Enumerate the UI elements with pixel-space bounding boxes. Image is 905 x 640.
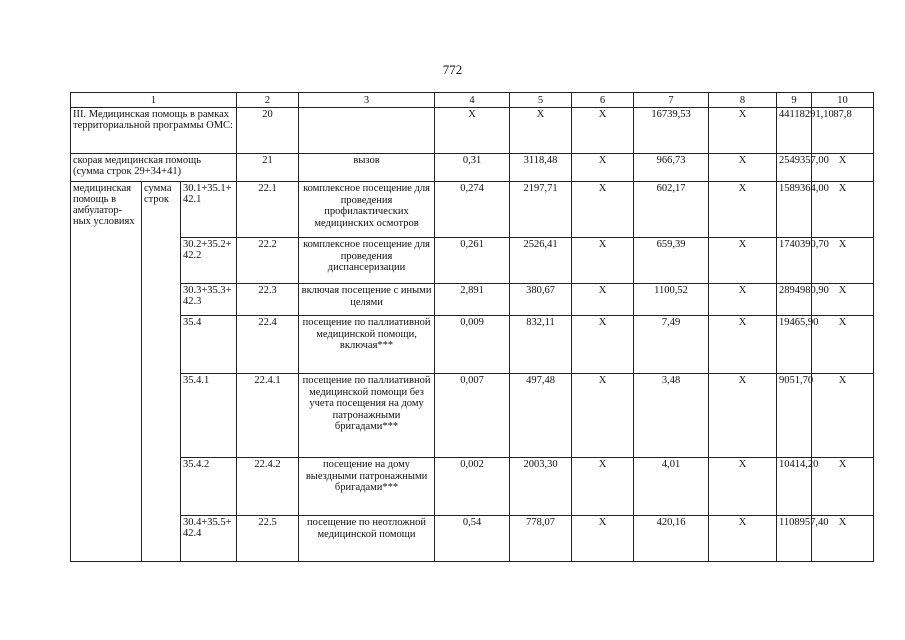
cell-col7: 1100,52: [634, 284, 709, 316]
cell-col8: X: [709, 182, 777, 238]
cell-col7: 602,17: [634, 182, 709, 238]
row-unit: посещение по паллиативной медицинской помощи без учета посещения на дому патронажными бригадами***: [299, 374, 435, 458]
cell-col4: 0,002: [435, 458, 510, 516]
row-ref: 35.4: [181, 316, 237, 374]
cell-col8: X: [709, 238, 777, 284]
header-cell: 5: [510, 93, 572, 108]
cell-col9: 44118291,10: [777, 108, 812, 154]
cell-col10: X: [812, 316, 874, 374]
header-cell: 7: [634, 93, 709, 108]
table-row: [71, 516, 874, 562]
row-label: скорая медицинская помощь (сумма строк 29+34+41): [71, 154, 237, 182]
row-unit: посещение на дому выездными патронажными бригадами***: [299, 458, 435, 516]
row-code: 22.1: [237, 182, 299, 238]
sum-label: сумма строк: [142, 182, 181, 562]
row-unit: комплексное посещение для проведения диспансеризации: [299, 238, 435, 284]
cell-col10: X: [812, 516, 874, 562]
header-cell: 4: [435, 93, 510, 108]
cell-col8: X: [709, 108, 777, 154]
cell-col9: 19465,90: [777, 316, 812, 374]
cell-col10: X: [812, 154, 874, 182]
row-ref: 30.3+35.3+ 42.3: [181, 284, 237, 316]
cell-col8: X: [709, 154, 777, 182]
cell-col4: 0,007: [435, 374, 510, 458]
cell-col5: 832,11: [510, 316, 572, 374]
cell-col6: X: [572, 316, 634, 374]
table-row: [71, 182, 874, 238]
cell-col9: 1589364,00: [777, 182, 812, 238]
header-cell: 3: [299, 93, 435, 108]
row-unit: комплексное посещение для проведения профилактических медицинских осмотров: [299, 182, 435, 238]
cell-col4: X: [435, 108, 510, 154]
cell-col8: X: [709, 516, 777, 562]
cell-col10: X: [812, 374, 874, 458]
cell-col5: 2197,71: [510, 182, 572, 238]
row-unit: включая посещение с иными целями: [299, 284, 435, 316]
cell-col6: X: [572, 238, 634, 284]
cell-col10: X: [812, 458, 874, 516]
row-ref: 30.4+35.5+ 42.4: [181, 516, 237, 562]
cell-col5: 778,07: [510, 516, 572, 562]
cell-col6: X: [572, 458, 634, 516]
cell-col5: 380,67: [510, 284, 572, 316]
cell-col9: 10414,20: [777, 458, 812, 516]
cell-col4: 0,274: [435, 182, 510, 238]
cell-col4: 0,54: [435, 516, 510, 562]
row-ref: 35.4.1: [181, 374, 237, 458]
row-unit: вызов: [299, 154, 435, 182]
row-ref: 30.2+35.2+ 42.2: [181, 238, 237, 284]
table-row: [71, 316, 874, 374]
table-row: [71, 284, 874, 316]
row-code: 22.4: [237, 316, 299, 374]
cell-col7: 966,73: [634, 154, 709, 182]
cell-col5: 2526,41: [510, 238, 572, 284]
row-code: 20: [237, 108, 299, 154]
table-row: [71, 374, 874, 458]
header-cell: 1: [71, 93, 237, 108]
table-row: [71, 238, 874, 284]
cell-col8: X: [709, 458, 777, 516]
row-code: 22.4.2: [237, 458, 299, 516]
cell-col5: 497,48: [510, 374, 572, 458]
table-row: [71, 154, 874, 182]
row-ref: 30.1+35.1+ 42.1: [181, 182, 237, 238]
row-code: 22.5: [237, 516, 299, 562]
header-cell: 8: [709, 93, 777, 108]
cell-col9: 1740390,70: [777, 238, 812, 284]
cell-col10: X: [812, 238, 874, 284]
cell-col5: 3118,48: [510, 154, 572, 182]
cell-col8: X: [709, 316, 777, 374]
outpatient-label: медицинская помощь в амбулатор-ных условиях: [71, 182, 142, 562]
cell-col9: 2894980,90: [777, 284, 812, 316]
row-code: 22.4.1: [237, 374, 299, 458]
cell-col4: 0,261: [435, 238, 510, 284]
cell-col10: X: [812, 284, 874, 316]
cell-col10: 87,8: [812, 108, 874, 154]
data-table: [70, 92, 874, 562]
cell-col4: 0,009: [435, 316, 510, 374]
cell-col7: 659,39: [634, 238, 709, 284]
table-row: [71, 458, 874, 516]
cell-col7: 3,48: [634, 374, 709, 458]
cell-col6: X: [572, 108, 634, 154]
cell-col9: 1108957,40: [777, 516, 812, 562]
cell-col5: 2003,30: [510, 458, 572, 516]
cell-col6: X: [572, 374, 634, 458]
cell-col9: 9051,70: [777, 374, 812, 458]
table-row: [71, 108, 874, 154]
cell-col10: X: [812, 182, 874, 238]
row-ref: 35.4.2: [181, 458, 237, 516]
cell-col4: 2,891: [435, 284, 510, 316]
page-number: 772: [442, 62, 463, 77]
cell-col6: X: [572, 154, 634, 182]
cell-col7: 420,16: [634, 516, 709, 562]
header-cell: 2: [237, 93, 299, 108]
cell-col6: X: [572, 516, 634, 562]
cell-col7: 7,49: [634, 316, 709, 374]
row-code: 22.2: [237, 238, 299, 284]
row-code: 21: [237, 154, 299, 182]
header-cell: 10: [812, 93, 874, 108]
header-cell: 6: [572, 93, 634, 108]
row-code: 22.3: [237, 284, 299, 316]
cell-col6: X: [572, 284, 634, 316]
cell-col7: 16739,53: [634, 108, 709, 154]
cell-col8: X: [709, 284, 777, 316]
row-unit: [299, 108, 435, 154]
row-unit: посещение по паллиативной медицинской помощи, включая***: [299, 316, 435, 374]
row-label: III. Медицинская помощь в рамках территориальной программы ОМС:: [71, 108, 237, 154]
cell-col8: X: [709, 374, 777, 458]
cell-col5: X: [510, 108, 572, 154]
cell-col6: X: [572, 182, 634, 238]
header-cell: 9: [777, 93, 812, 108]
row-unit: посещение по неотложной медицинской помощи: [299, 516, 435, 562]
cell-col9: 2549357,00: [777, 154, 812, 182]
header-row: [71, 93, 874, 108]
cell-col4: 0,31: [435, 154, 510, 182]
cell-col7: 4,01: [634, 458, 709, 516]
